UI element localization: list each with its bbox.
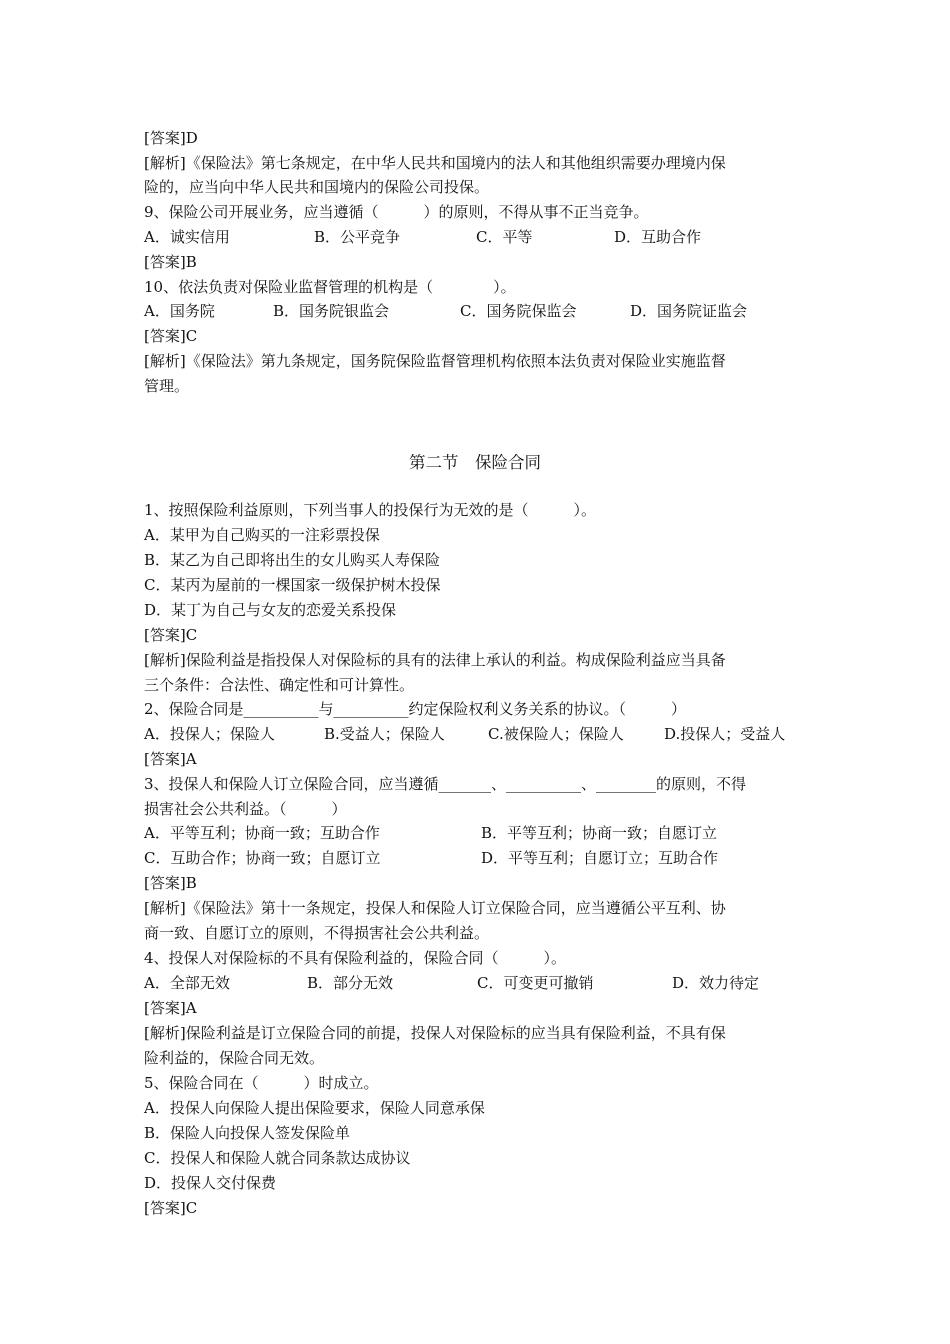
answer-line: [答案]D <box>144 129 198 147</box>
option-item: D．平等互利；自愿订立；互助合作 <box>481 849 719 867</box>
option-item: B.受益人；保险人 <box>324 725 445 743</box>
option-item: D.投保人；受益人 <box>664 725 786 743</box>
option-line: C．投保人和保险人就合同条款达成协议 <box>144 1149 411 1167</box>
question-9: 9、保险公司开展业务，应当遵循（ ）的原则，不得从事不正当竞争。 <box>144 203 649 221</box>
option-line: A．投保人向保险人提出保险要求，保险人同意承保 <box>144 1099 485 1117</box>
option-item: B．国务院银监会 <box>273 302 390 320</box>
option-item: B．平等互利；协商一致；自愿订立 <box>481 824 718 842</box>
option-item: D．效力待定 <box>672 974 760 992</box>
option-item: C．互助合作；协商一致；自愿订立 <box>144 849 381 867</box>
explanation-line: [解析]保险利益是指投保人对保险标的具有的法律上承认的利益。构成保险利益应当具备 <box>144 651 726 669</box>
explanation-line: 险的，应当向中华人民共和国境内的保险公司投保。 <box>144 178 490 196</box>
answer-line: [答案]C <box>144 327 198 345</box>
option-item: C.被保险人；保险人 <box>488 725 624 743</box>
option-line: C．某丙为屋前的一棵国家一级保护树木投保 <box>144 576 441 594</box>
answer-line: [答案]C <box>144 1199 198 1217</box>
option-item: B．部分无效 <box>307 974 394 992</box>
explanation-line: 三个条件：合法性、确定性和可计算性。 <box>144 676 415 694</box>
answer-line: [答案]C <box>144 626 198 644</box>
option-item: D．互助合作 <box>614 228 702 246</box>
question-4: 4、投保人对保险标的不具有保险利益的，保险合同（ ）。 <box>144 949 567 967</box>
option-item: B．公平竞争 <box>314 228 401 246</box>
explanation-line: [解析]《保险法》第七条规定，在中华人民共和国境内的法人和其他组织需要办理境内保 <box>144 154 726 172</box>
option-line: B．保险人向投保人签发保险单 <box>144 1124 351 1142</box>
option-item: C．平等 <box>476 228 533 246</box>
answer-line: [答案]A <box>144 999 197 1017</box>
explanation-line: 险利益的，保险合同无效。 <box>144 1049 325 1067</box>
option-item: C．可变更可撤销 <box>477 974 594 992</box>
option-item: D．国务院证监会 <box>630 302 748 320</box>
explanation-line: [解析]《保险法》第十一条规定，投保人和保险人订立保险合同，应当遵循公平互利、协 <box>144 899 726 917</box>
option-line: B．某乙为自己即将出生的女儿购买人寿保险 <box>144 551 441 569</box>
option-item: A．国务院 <box>144 302 215 320</box>
option-item: A．投保人；保险人 <box>144 725 275 743</box>
option-item: C．国务院保监会 <box>460 302 577 320</box>
option-item: A．诚实信用 <box>144 228 230 246</box>
question-2: 2、保险合同是__________与__________约定保险权利义务关系的协议。（ ） <box>144 700 687 718</box>
option-item: A．全部无效 <box>144 974 230 992</box>
question-3: 3、投保人和保险人订立保险合同，应当遵循_______、__________、________的原则，不得 <box>144 775 747 793</box>
question-10: 10、依法负责对保险业监督管理的机构是（ ）。 <box>144 278 516 296</box>
question-1: 1、按照保险利益原则，下列当事人的投保行为无效的是（ ）。 <box>144 501 597 519</box>
explanation-line: [解析]《保险法》第九条规定，国务院保险监督管理机构依照本法负责对保险业实施监督 <box>144 352 726 370</box>
option-item: A．平等互利；协商一致；互助合作 <box>144 824 380 842</box>
explanation-line: 商一致、自愿订立的原则，不得损害社会公共利益。 <box>144 924 490 942</box>
option-line: A．某甲为自己购买的一注彩票投保 <box>144 526 380 544</box>
answer-line: [答案]B <box>144 874 197 892</box>
explanation-line: 管理。 <box>144 377 190 395</box>
answer-line: [答案]A <box>144 750 197 768</box>
option-line: D．某丁为自己与女友的恋爱关系投保 <box>144 601 397 619</box>
option-line: D．投保人交付保费 <box>144 1174 277 1192</box>
question-5: 5、保险合同在（ ）时成立。 <box>144 1074 379 1092</box>
section-heading: 第二节 保险合同 <box>409 453 541 472</box>
explanation-line: [解析]保险利益是订立保险合同的前提，投保人对保险标的应当具有保险利益，不具有保 <box>144 1024 726 1042</box>
answer-line: [答案]B <box>144 253 197 271</box>
question-3: 损害社会公共利益。（ ） <box>144 800 347 818</box>
